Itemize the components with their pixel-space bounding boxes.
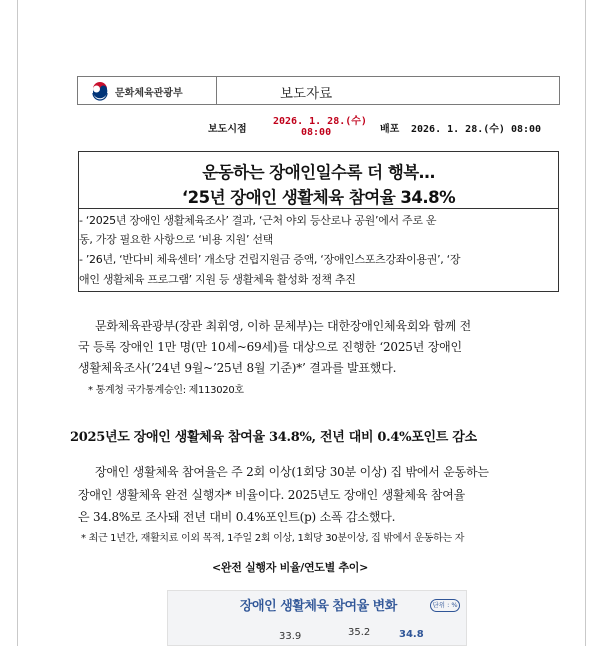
summary-line: 동, 가장 필요한 사항으로 ‘비용 지원’ 선택 bbox=[79, 233, 273, 246]
release-label: 배포 bbox=[380, 124, 400, 135]
intro-line: 생활체육조사(’24년 9월~’25년 8월 기준)*’ 결과를 발표했다. bbox=[78, 361, 397, 375]
section-body-line: 장애인 생활체육 참여율은 주 2회 이상(1회당 30분 이상) 집 밖에서 운동하는 bbox=[95, 465, 489, 479]
chart-unit-badge: 단위 : % bbox=[430, 599, 460, 612]
data-label-3: 34.8 bbox=[399, 629, 424, 640]
summary-box bbox=[78, 209, 559, 292]
embargo-date: 2026. 1. 28.(수) bbox=[273, 116, 367, 127]
release-datetime: 2026. 1. 28.(수) 08:00 bbox=[411, 124, 542, 135]
chart-title: 장애인 생활체육 참여율 변화 bbox=[240, 599, 397, 614]
chart-caption: <완전 실행자 비율/연도별 추이> bbox=[212, 561, 369, 574]
embargo-time: 08:00 bbox=[301, 127, 332, 138]
intro-footnote: * 통계청 국가통계승인: 제113020호 bbox=[88, 385, 244, 396]
intro-line: 국 등록 장애인 1만 명(만 10세~69세)를 대상으로 진행한 ‘2025년 장애인 bbox=[78, 340, 462, 354]
government-emblem-icon bbox=[90, 81, 110, 101]
section-footnote: * 최근 1년간, 재활치료 이외 목적, 1주일 2회 이상, 1회당 30분이상, 집 밖에서 운동하는 자 bbox=[81, 533, 465, 544]
press-release-banner bbox=[77, 76, 560, 105]
summary-line: - ’26년, ‘반다비 체육센터’ 개소당 건립지원금 증액, ‘장애인스포츠강좌이용권’, ‘장 bbox=[79, 253, 461, 266]
document-type: 보도자료 bbox=[280, 86, 333, 102]
embargo-label: 보도시점 bbox=[208, 124, 247, 135]
summary-line: - ‘2025년 장애인 생활체육조사’ 결과, ‘근처 야외 등산로나 공원’에서 주로 운 bbox=[79, 214, 437, 227]
participation-chart bbox=[167, 590, 467, 646]
banner-divider bbox=[216, 77, 217, 104]
data-label-2: 35.2 bbox=[348, 627, 371, 638]
section-body-line: 은 34.8%로 조사돼 전년 대비 0.4%포인트(p) 소폭 감소했다. bbox=[78, 510, 396, 524]
headline-line-1: 운동하는 장애인일수록 더 행복… bbox=[202, 163, 435, 182]
intro-line: 문화체육관광부(장관 최휘영, 이하 문체부)는 대한장애인체육회와 함께 전 bbox=[95, 319, 472, 333]
ministry-name: 문화체육관광부 bbox=[115, 88, 183, 99]
section-heading: 2025년도 장애인 생활체육 참여율 34.8%, 전년 대비 0.4%포인트 감소 bbox=[70, 430, 477, 445]
section-body-line: 장애인 생활체육 완전 실행자* 비율이다. 2025년도 장애인 생활체육 참여율 bbox=[78, 488, 466, 502]
data-label-1: 33.9 bbox=[279, 631, 302, 642]
document-page bbox=[17, 0, 586, 646]
headline-box bbox=[78, 151, 559, 209]
headline-line-2: ‘25년 장애인 생활체육 참여율 34.8% bbox=[181, 188, 456, 207]
summary-line: 애인 생활체육 프로그램’ 지원 등 생활체육 활성화 정책 추진 bbox=[79, 273, 356, 286]
